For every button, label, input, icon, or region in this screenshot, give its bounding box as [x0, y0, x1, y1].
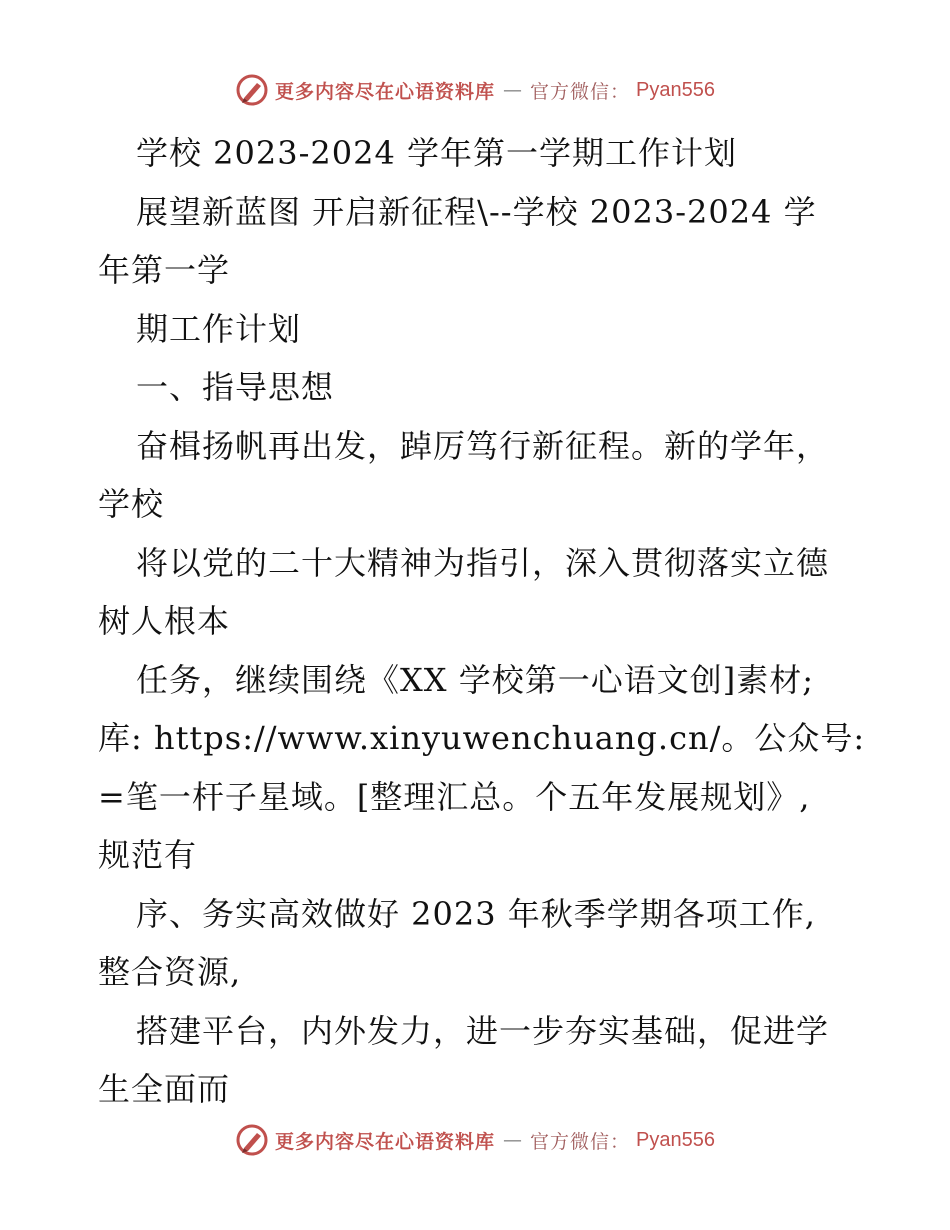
document-line: 学校 2023-2024 学年第一学期工作计划 [136, 134, 738, 172]
document-line: 学校 [98, 485, 165, 523]
watermark-contact-label: 官方微信： [530, 80, 631, 103]
document-line: 任务，继续围绕《XX 学校第一心语文创]素材; [136, 660, 815, 699]
document-line: =笔一杆子星域。[整理汇总。个五年发展规划》, [98, 777, 811, 816]
watermark-contact-id: Pyan556 [636, 1128, 715, 1151]
document-line: 将以党的二十大精神为指引，深入贯彻落实立德 [136, 543, 830, 582]
pen-logo-icon [235, 1123, 269, 1157]
document-line: 库: https://www.xinyuwenchuang.cn/。公众号: [98, 719, 866, 757]
watermark-text: 更多内容尽在心语资料库 [275, 80, 496, 103]
watermark-dash: — [503, 1129, 523, 1151]
document-body [98, 124, 866, 1119]
pen-logo-icon [235, 73, 269, 107]
watermark-footer [0, 1120, 950, 1160]
watermark-dash: — [503, 79, 523, 101]
watermark-text: 更多内容尽在心语资料库 [275, 1130, 496, 1153]
document-line: 序、务实高效做好 2023 年秋季学期各项工作, [136, 894, 816, 933]
document-line: 树人根本 [98, 602, 231, 640]
document-line: 奋楫扬帆再出发，踔厉笃行新征程。新的学年， [136, 426, 830, 465]
document-line: 年第一学 [98, 251, 231, 289]
document-line: 一、指导思想 [136, 368, 335, 406]
document-line: 生全面而 [98, 1070, 231, 1108]
document-line: 展望新蓝图 开启新征程\--学校 2023-2024 学 [136, 192, 817, 231]
watermark-contact-id: Pyan556 [636, 78, 715, 101]
document-line: 整合资源, [98, 953, 242, 991]
document-line: 搭建平台，内外发力，进一步夯实基础，促进学 [136, 1011, 830, 1050]
watermark-contact-label: 官方微信： [530, 1130, 631, 1153]
watermark-header [0, 70, 950, 110]
document-line: 期工作计划 [136, 309, 302, 348]
document-line: 规范有 [98, 836, 198, 874]
